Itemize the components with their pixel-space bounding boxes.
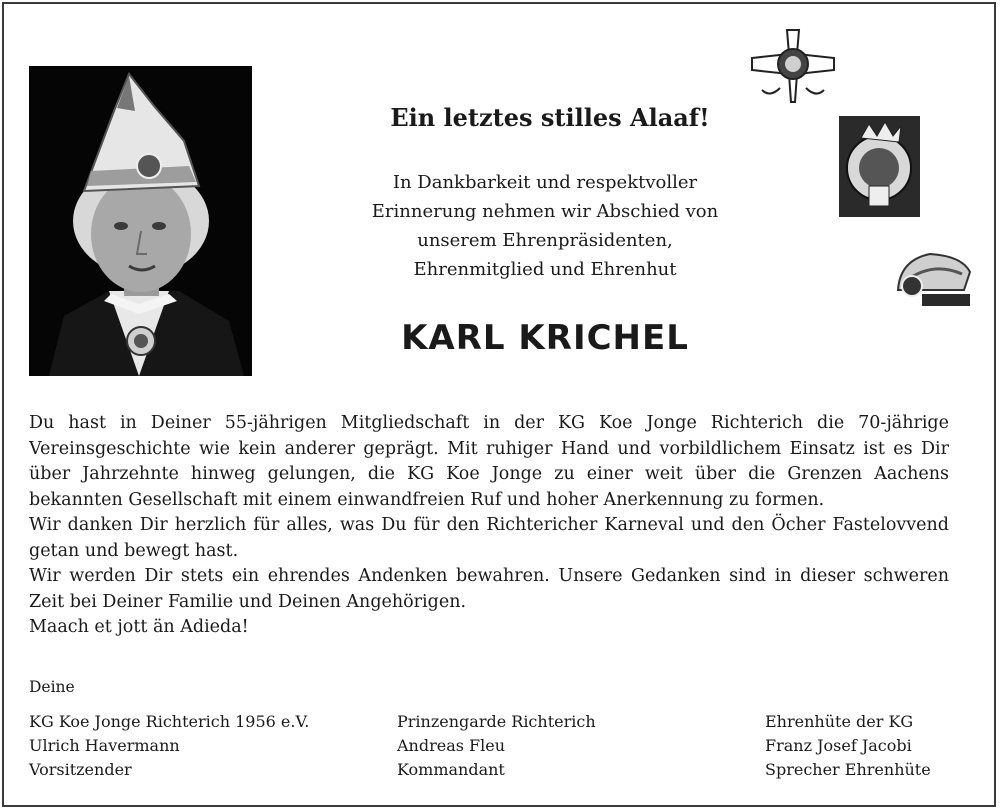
signature-person: Ulrich Havermann <box>29 736 180 755</box>
prinzengarde-badge-logo <box>890 250 976 316</box>
signature-person: Andreas Fleu <box>397 736 506 755</box>
signature-role: Sprecher Ehrenhüte <box>765 760 931 779</box>
signature-role: Vorsitzender <box>29 760 132 779</box>
signature-block-club <box>29 710 309 782</box>
tribute-paragraph: Maach et jott än Adieda! <box>29 617 249 637</box>
notice-heading: Ein letztes stilles Alaaf! <box>390 103 710 132</box>
tribute-paragraph: Du hast in Deiner 55-jährigen Mitgliedschaft in der KG Koe Jonge Richterich die 70-jährige Vereinsgeschichte wie kein anderer geprägt. Mit ruhiger Hand und vorbildlichem Einsatz ist es Dir über Jahrzehnte hinweg gelungen, die KG Koe Jonge zu einer weit über die Grenzen Aachens bekannten Gesellschaft mit einem einwandfreien Ruf und hoher Anerkennung zu formen. <box>29 413 949 510</box>
intro-line: Ehrenmitglied und Ehrenhut <box>413 259 677 280</box>
portrait-illustration <box>29 66 252 376</box>
koe-jonge-crest-logo <box>839 116 920 221</box>
intro-line: In Dankbarkeit und respektvoller <box>392 172 698 193</box>
tribute-text <box>29 411 949 641</box>
deceased-name: KARL KRICHEL <box>401 318 689 358</box>
signature-role: Kommandant <box>397 760 505 779</box>
signature-org: KG Koe Jonge Richterich 1956 e.V. <box>29 712 310 731</box>
signature-block-honorary <box>765 710 931 782</box>
tribute-paragraph: Wir werden Dir stets ein ehrendes Andenken bewahren. Unsere Gedanken sind in dieser schweren Zeit bei Deiner Familie und Deinen Angehörigen. <box>29 566 949 612</box>
intro-line: unserem Ehrenpräsidenten, <box>417 230 673 251</box>
portrait-photo <box>29 66 252 376</box>
intro-text <box>330 168 760 284</box>
tribute-paragraph: Wir danken Dir herzlich für alles, was Du für den Richtericher Karneval und den Öcher Fastelovvend getan und bewegt hast. <box>29 515 949 561</box>
signature-org: Prinzengarde Richterich <box>397 712 596 731</box>
signature-org: Ehrenhüte der KG <box>765 712 914 731</box>
intro-line: Erinnerung nehmen wir Abschied von <box>371 201 719 222</box>
closing-word: Deine <box>29 678 75 696</box>
signature-person: Franz Josef Jacobi <box>765 736 912 755</box>
cross-emblem-logo <box>750 28 836 108</box>
signature-block-guard <box>397 710 596 782</box>
